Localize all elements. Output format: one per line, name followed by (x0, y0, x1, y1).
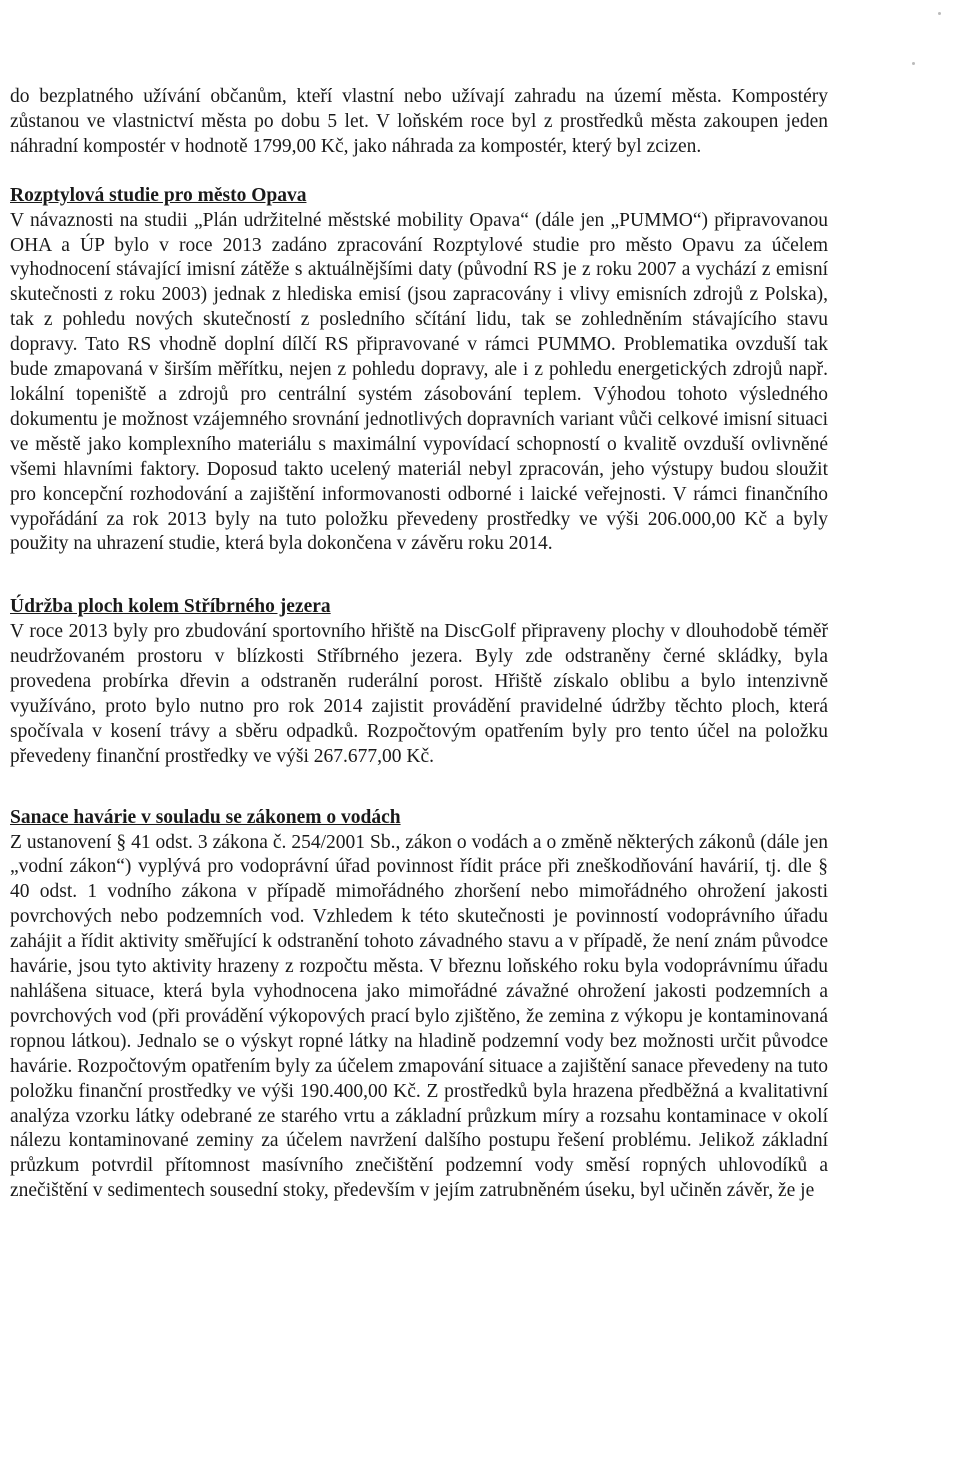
section-body-rozptylova-studie: V návaznosti na studii „Plán udržitelné městské mobility Opava“ (dále jen „PUMMO“) připravovanou OHA a ÚP bylo v roce 2013 zadáno zpracování Rozptylové studie pro město Opavu za účelem vyhodnocení stávající imisní zátěže s aktuálnějšími daty (původní RS je z roku 2007 a vychází z emisní skutečnosti z roku 2003) jednak z hlediska emisí (jsou zapracovány i vlivy emisních zdrojů z Polska), tak z pohledu nových skutečností z posledního sčítání lidu, tak se zohledněním stávajícího stavu dopravy. Tato RS vhodně doplní dílčí RS připravované v rámci PUMMO. Problematika ovzduší tak bude zmapovaná v širším měřítku, nejen z pohledu dopravy, ale i z pohledu energetických zdrojů např. lokální topeniště a zdrojů pro centrální systém zásobování teplem. Výhodou tohoto výsledného dokumentu je možnost vzájemného srovnání jednotlivých dopravních variant vůči celkové imisní situaci ve městě jako komplexního materiálu s maximální vypovídací schopností o kvalitě ovzduší ovlivněné všemi hlavními faktory. Doposud takto ucelený materiál nebyl zpracován, jeho výstupy budou sloužit pro koncepční rozhodování a zajištění informovanosti odborné i laické veřejnosti. V rámci finančního vypořádání za rok 2013 byly na tuto položku převedeny prostředky ve výši 206.000,00 Kč a byly použity na uhrazení studie, která byla dokončena v závěru roku 2014. (10, 209, 828, 555)
section-body-udrzba-ploch: V roce 2013 byly pro zbudování sportovního hřiště na DiscGolf připraveny plochy v dlouhodobě téměř neudržovaném prostoru v blízkosti Stříbrného jezera. Byly zde odstraněny černé skládky, byla provedena probírka dřevin a odstraněn ruderální porost. Hřiště získalo oblibu a bylo intenzivně využíváno, proto bylo nutno pro rok 2014 zajistit provádění pravidelné údržby těchto ploch, která spočívala v kosení trávy a sběru odpadků. Rozpočtovým opatřením byly pro tento účel na položku převedeny finanční prostředky ve výši 267.677,00 Kč. (10, 621, 828, 767)
section-body-sanace-havarie: Z ustanovení § 41 odst. 3 zákona č. 254/2001 Sb., zákon o vodách a o změně některých zákonů (dále jen „vodní zákon“) vyplývá pro vodoprávní úřad povinnost řídit práce při zneškodňování havárií, tj. dle § 40 odst. 1 vodního zákona v případě mimořádného zhoršení nebo mimořádného ohrožení jakosti povrchových nebo podzemních vod. Vzhledem k této skutečnosti je povinností vodoprávního úřadu zahájit a řídit aktivity směřující k odstranění tohoto závadného stavu a v případě, že není znám původce havárie, jsou tyto aktivity hrazeny z rozpočtu města. V březnu loňského roku byla vodoprávnímu úřadu nahlášena situace, která byla vyhodnocena jako mimořádné závažné ohrožení jakosti podzemních a povrchových vod (při provádění výkopových prací bylo zjištěno, že zemina z výkopu je kontaminovaná ropnou látkou). Jednalo se o výskyt ropné látky na hladině podzemní vody bez možnosti určit původce havárie. Rozpočtovým opatřením byly za účelem zmapování situace a zajištění sanace převedeny na tuto položku finanční prostředky ve výši 190.400,00 Kč. Z prostředků byla hrazena předběžná a kvalitativní analýza vzorku látky odebrané ze starého vrtu a základní průzkum míry a rozsahu kontaminace v okolí nálezu kontaminované zeminy za účelem navržení dalšího postupu řešení problému. Jelikož základní průzkum potvrdil přítomnost masívního znečištění podzemní vody směsí ropných uhlovodíků a znečištění v sedimentech sousední stoky, především v jejím zatrubněném úseku, byl učiněn závěr, že je (10, 831, 828, 1202)
spacer (10, 557, 828, 595)
scan-speck (912, 62, 915, 65)
scan-speck (938, 12, 941, 15)
section-heading-udrzba-ploch: Údržba ploch kolem Stříbrného jezera (10, 596, 331, 618)
section-heading-rozptylova-studie: Rozptylová studie pro město Opava (10, 184, 307, 206)
section-heading-sanace-havarie: Sanace havárie v souladu se zákonem o vodách (10, 806, 401, 828)
document-body (10, 85, 828, 1204)
spacer (10, 770, 828, 806)
spacer (10, 160, 828, 184)
intro-paragraph: do bezplatného užívání občanům, kteří vlastní nebo užívají zahradu na území města. Kompostéry zůstanou ve vlastnictví města po dobu 5 let. V loňském roce byl z prostředků města zakoupen jeden náhradní kompostér v hodnotě 1799,00 Kč, jako náhrada za kompostér, který byl zcizen. (10, 86, 828, 157)
